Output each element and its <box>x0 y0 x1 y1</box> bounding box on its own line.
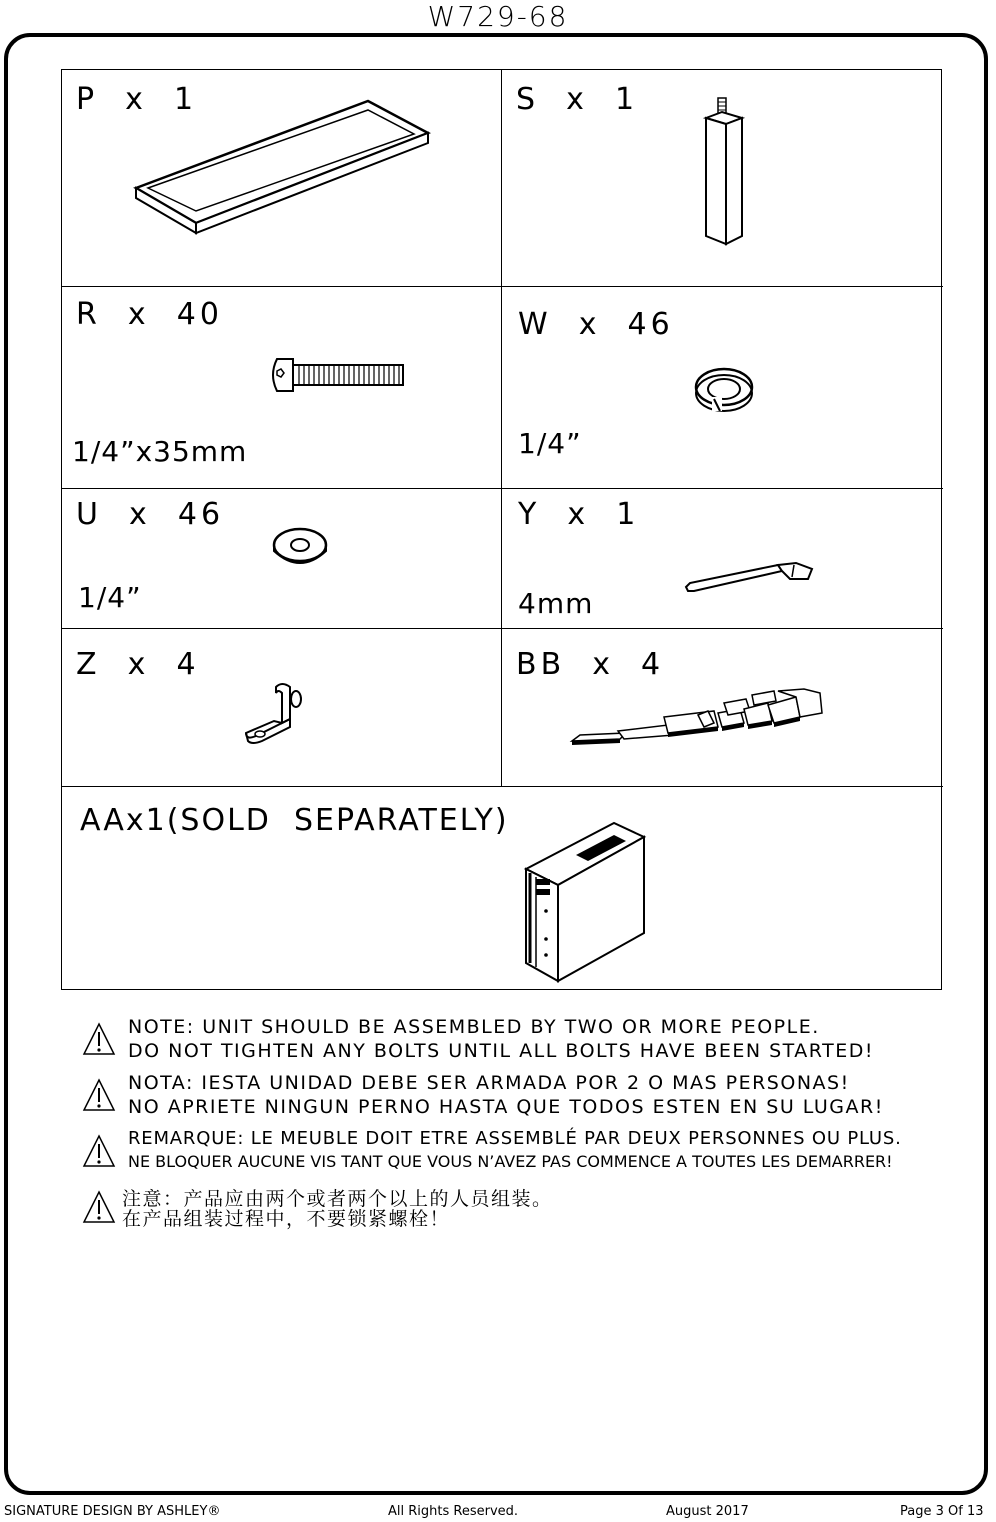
panel-icon <box>132 98 432 258</box>
note-line: NOTE: UNIT SHOULD BE ASSEMBLED BY TWO OR MORE PEOPLE. <box>128 1016 820 1038</box>
model-number: W729-68 <box>427 0 569 33</box>
cell-BB <box>502 629 943 787</box>
part-label-R: R x 40 <box>76 297 223 332</box>
part-size-Y: 4mm <box>518 587 594 620</box>
computer-tower-icon <box>522 819 648 983</box>
part-size-W: 1/4” <box>518 427 582 460</box>
cell-R <box>62 287 502 489</box>
part-label-U: U x 46 <box>76 497 225 532</box>
note-line: NOTA: IESTA UNIDAD DEBE SER ARMADA POR 2 O MAS PERSONAS! <box>128 1072 850 1094</box>
note-line: REMARQUE: LE MEUBLE DOIT ETRE ASSEMBLÉ PAR DEUX PERSONNES OU PLUS. <box>128 1128 902 1149</box>
part-label-BB: BB x 4 <box>516 647 665 682</box>
allen-wrench-icon <box>682 557 818 603</box>
footer-rights: All Rights Reserved. <box>388 1504 519 1519</box>
cell-P <box>62 70 502 287</box>
footer-brand: SIGNATURE DESIGN BY ASHLEY® <box>4 1504 221 1519</box>
note-line: NE BLOQUER AUCUNE VIS TANT QUE VOUS N’AVEZ PAS COMMENCE A TOUTES LES DEMARRER! <box>128 1152 893 1171</box>
cell-Z <box>62 629 502 787</box>
part-label-Z: Z x 4 <box>76 647 200 682</box>
part-label-W: W x 46 <box>518 307 674 342</box>
leg-post-icon <box>702 96 752 248</box>
part-size-R: 1/4”x35mm <box>72 435 248 468</box>
note-line: NO APRIETE NINGUN PERNO HASTA QUE TODOS ESTEN EN SU LUGAR! <box>128 1096 884 1118</box>
shims-icon <box>568 689 824 751</box>
note-spanish <box>82 1072 922 1128</box>
page-footer <box>0 1504 996 1522</box>
footer-date: August 2017 <box>666 1504 749 1519</box>
note-english <box>82 1016 922 1072</box>
note-french <box>82 1128 922 1184</box>
l-bracket-icon <box>238 681 310 747</box>
cell-U <box>62 489 502 629</box>
footer-page-number: Page 3 Of 13 <box>900 1504 984 1519</box>
part-label-AA: AAx1(SOLD SEPARATELY) <box>80 803 509 838</box>
cell-Y <box>502 489 943 629</box>
note-line: 在产品组装过程中，不要锁紧螺栓！ <box>122 1208 451 1230</box>
note-chinese <box>82 1184 922 1240</box>
warning-triangle-icon <box>82 1134 116 1168</box>
part-label-Y: Y x 1 <box>518 497 640 532</box>
part-label-S: S x 1 <box>516 82 639 117</box>
parts-grid <box>61 69 942 990</box>
cell-W <box>502 287 943 489</box>
warning-triangle-icon <box>82 1022 116 1056</box>
lock-washer-icon <box>692 365 756 415</box>
cell-S <box>502 70 943 287</box>
cell-AA <box>62 787 943 989</box>
note-line: 注意：产品应由两个或者两个以上的人员组装。 <box>122 1188 553 1210</box>
part-label-P: P x 1 <box>76 82 198 117</box>
bolt-icon <box>267 355 407 395</box>
assembly-notes <box>82 1016 922 1240</box>
warning-triangle-icon <box>82 1190 116 1224</box>
flat-washer-icon <box>270 525 330 571</box>
note-line: DO NOT TIGHTEN ANY BOLTS UNTIL ALL BOLTS HAVE BEEN STARTED! <box>128 1040 874 1062</box>
part-size-U: 1/4” <box>78 581 142 614</box>
warning-triangle-icon <box>82 1078 116 1112</box>
